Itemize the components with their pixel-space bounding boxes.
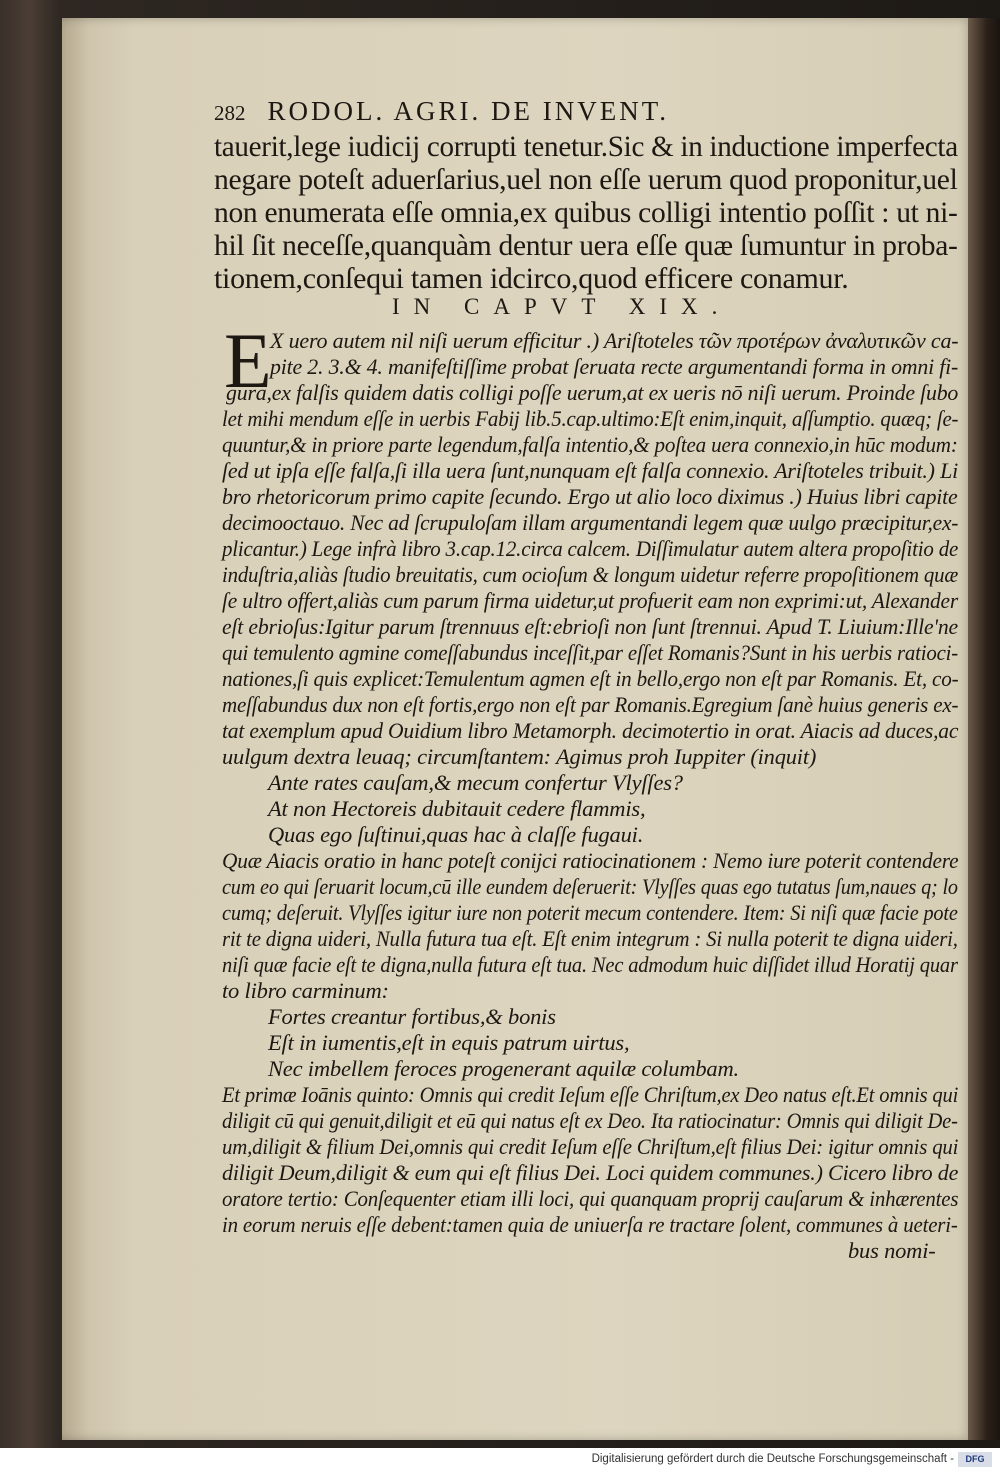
commentary-line: niſi quæ facie eſt te digna,nulla futura eſt tua. Nec admodum huic diſſidet illud Horatij quar [222,952,958,977]
verse-line: Quas ego ſuſtinui,quas hac à claſſe fugaui. [268,822,644,847]
prose-line: tauerit,lege iudicij corrupti tenetur.Sic & in inductione imperfecta [214,130,958,163]
commentary-line: uulgum dextra leuaq; circumſtantem: Agimus proh Iuppiter (inquit) [222,744,817,769]
verse-line: At non Hectoreis dubitauit cedere flammis, [268,796,646,821]
commentary-line: quuntur,& in priore parte legendum,falſa intentio,& poſtea uera connexio,in hūc modum: [222,432,958,457]
chapter-heading: IN CAPVT XIX. [392,294,732,319]
prose-line: non enumerata eſſe omnia,ex quibus colligi intentio poſſit : ut ni- [214,196,958,229]
commentary-line: in eorum neruis eſſe debent:tamen quia de uniuerſa re tractare ſolent, communes à ueteri- [222,1212,958,1237]
prose-line: negare poteſt aduerſarius,uel non eſſe uerum quod proponitur,uel [214,163,958,196]
commentary-line: cum eo qui ſeruarit locum,cū ille eundem deſeruerit: Vlyſſes quas ego tutatus ſum,naues q; lo [222,874,958,899]
commentary-line: meſſabundus dux non eſt fortis,ergo non eſt par Romanis.Egregium ſanè huius generis ex- [222,692,959,717]
drop-cap: E [224,317,272,404]
commentary-line: cumq; deſeruit. Vlyſſes igitur iure non poterit mecum contendere. Item: Si niſi quæ facie pote [222,900,958,925]
commentary-line: diligit cū qui genuit,diligit et eū qui natus eſt ex Deo. Ita ratiocinatur: Omnis qui diligit De- [222,1108,958,1133]
commentary-line: decimooctauo. Nec ad ſcrupuloſam illam argumentandi legem quæ uulgo præcipitur,ex- [222,510,959,535]
commentary-line: um,diligit & filium Dei,omnis qui credit Ieſum eſſe Chriſtum,eſt filius Dei: igitur omnis qui [222,1134,959,1159]
commentary-line: tat exemplum apud Ouidium libro Metamorph. decimotertio in orat. Aiacis ad duces,ac [222,718,959,743]
running-head [214,96,669,127]
commentary-line: eſt ebrioſus:Igitur parum ſtrennuus eſt:ebrioſi non ſunt ſtrennui. Apud T. Liuium:Ille'ne [222,614,958,639]
footer-bar [0,1448,1000,1472]
footer-credit: Digitalisierung gefördert durch die Deutsche Forschungsgemeinschaft - [591,1453,954,1465]
commentary-line: let mihi mendum eſſe in uerbis Fabij lib.5.cap.ultimo:Eſt enim,inquit, aſſumptio. quæq; ſe- [222,406,959,431]
commentary-line: pite 2. 3.& 4. manifeſtiſſime probat ſeruata recte argumentandi forma in omni fi- [270,354,959,379]
commentary-line: ſed ut ipſa eſſe falſa,ſi illa uera ſunt,nunquam eſt falſa connexio. Ariſtoteles tribuit.) Li [222,458,959,483]
verse-line: Eſt in iumentis,eſt in equis patrum uirtus, [268,1030,630,1055]
commentary-line: nationes,ſi quis explicet:Temulentum agmen eſt in bello,ergo non eſt par Romanis. Et, co- [222,666,959,691]
commentary-line: oratore tertio: Conſequenter etiam illi loci, qui quanquam proprij cauſarum & inhærentes [222,1186,959,1211]
commentary-line: Quæ Aiacis oratio in hanc poteſt conijci ratiocinationem : Nemo iure poterit contendere [222,848,959,873]
commentary-line: gura,ex falſis quidem datis colligi poſſe uerum,at ex ueris nō niſi uerum. Proinde ſubo [226,380,959,405]
commentary-line: rit te digna uideri, Nulla futura tua eſt. Eſt enim integrum : Si nulla poterit te digna uideri, [222,926,958,951]
prose-line: hil ſit neceſſe,quanquàm dentur uera eſſe quæ ſumuntur in proba- [214,229,958,262]
commentary-line: to libro carminum: [222,978,389,1003]
commentary-line: X uero autem nil niſi uerum efficitur .) Ariſtoteles τῶν προτέρων ἀναλυτικῶν ca- [270,328,959,353]
verse-line: Ante rates cauſam,& mecum confertur Vlyſſes? [268,770,683,795]
page-number: 282 [214,101,246,125]
dfg-logo: DFG [958,1452,992,1467]
commentary-line: bro rhetoricorum primo capite ſecundo. Ergo ut alio loco diximus .) Huius libri capite [222,484,958,509]
prose-line: tionem,conſequi tamen idcirco,quod efficere conamur. [214,262,849,295]
commentary-line: induſtria,aliàs ſtudio breuitatis, cum ocioſum & longum uidetur referre propoſitionem quæ [222,562,959,587]
catchword: bus nomi- [848,1238,936,1263]
verse-line: Fortes creantur fortibus,& bonis [268,1004,556,1029]
commentary-line: ſe ultro offert,aliàs cum parum firma uidetur,ut profuerit eam non exprimi:ut, Alexander [222,588,958,613]
commentary-line: Et primæ Ioānis quinto: Omnis qui credit Ieſum eſſe Chriſtum,ex Deo natus eſt.Et omnis qui [222,1082,959,1107]
running-title: RODOL. AGRI. DE INVENT. [267,96,669,126]
commentary-line: plicantur.) Lege infrà libro 3.cap.12.circa calcem. Diſſimulatur autem altera propoſitio de [222,536,959,561]
commentary-line: diligit Deum,diligit & eum qui eſt filius Dei. Loci quidem communes.) Cicero libro de [222,1160,959,1185]
verse-line: Nec imbellem feroces progenerant aquilæ columbam. [268,1056,739,1081]
commentary-line: qui temulento agmine comeſſabundus inceſſit,par eſſet Romanis?Sunt in his uerbis ratioci- [222,640,959,665]
